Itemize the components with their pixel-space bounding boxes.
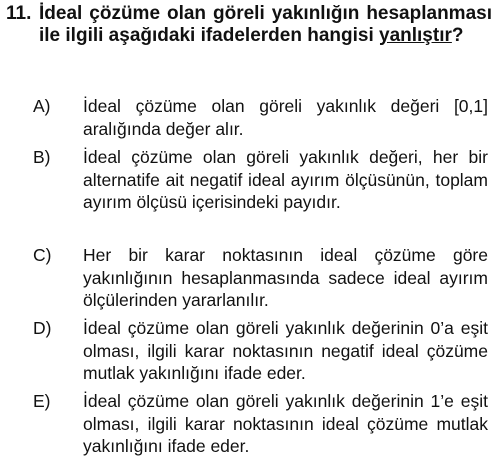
option-b-letter: B) — [33, 147, 51, 167]
option-b-text: İdeal çözüme olan göreli yakınlık değeri, her bir alternatife ait negatif ideal ayırım ölçüsünün, toplam ayırım ölçüsü içerisindeki payıdır. — [83, 147, 488, 213]
option-e-text: İdeal çözüme olan göreli yakınlık değerinin 1’e eşit olması, ilgili karar noktasının ideal çözüme mutlak yakınlığını ifade eder. — [83, 391, 488, 457]
question-stem — [39, 3, 492, 47]
option-a-text: İdeal çözüme olan göreli yakınlık değeri [0,1] aralığında değer alır. — [83, 96, 488, 139]
question-stem-underlined: yanlıştır — [379, 25, 452, 46]
option-a-letter: A) — [33, 96, 51, 116]
option-d-letter: D) — [33, 318, 52, 338]
question-stem-text: İdeal çözüme olan göreli yakınlığın hesaplanması ile ilgili aşağıdaki ifadelerden hangisi — [39, 3, 492, 46]
option-d-text: İdeal çözüme olan göreli yakınlık değerinin 0’a eşit olması, ilgili karar noktasının negatif ideal çözüme mutlak yakınlığını ifade eder. — [83, 318, 488, 384]
option-c-text: Her bir karar noktasının ideal çözüme göre yakınlığının hesaplanmasında sadece ideal ayırım ölçülerinden yararlanılır. — [83, 245, 488, 311]
question-number: 11. — [6, 3, 32, 24]
option-c-letter: C) — [33, 245, 52, 265]
question-stem-end: ? — [451, 25, 464, 46]
option-e-letter: E) — [33, 391, 51, 411]
